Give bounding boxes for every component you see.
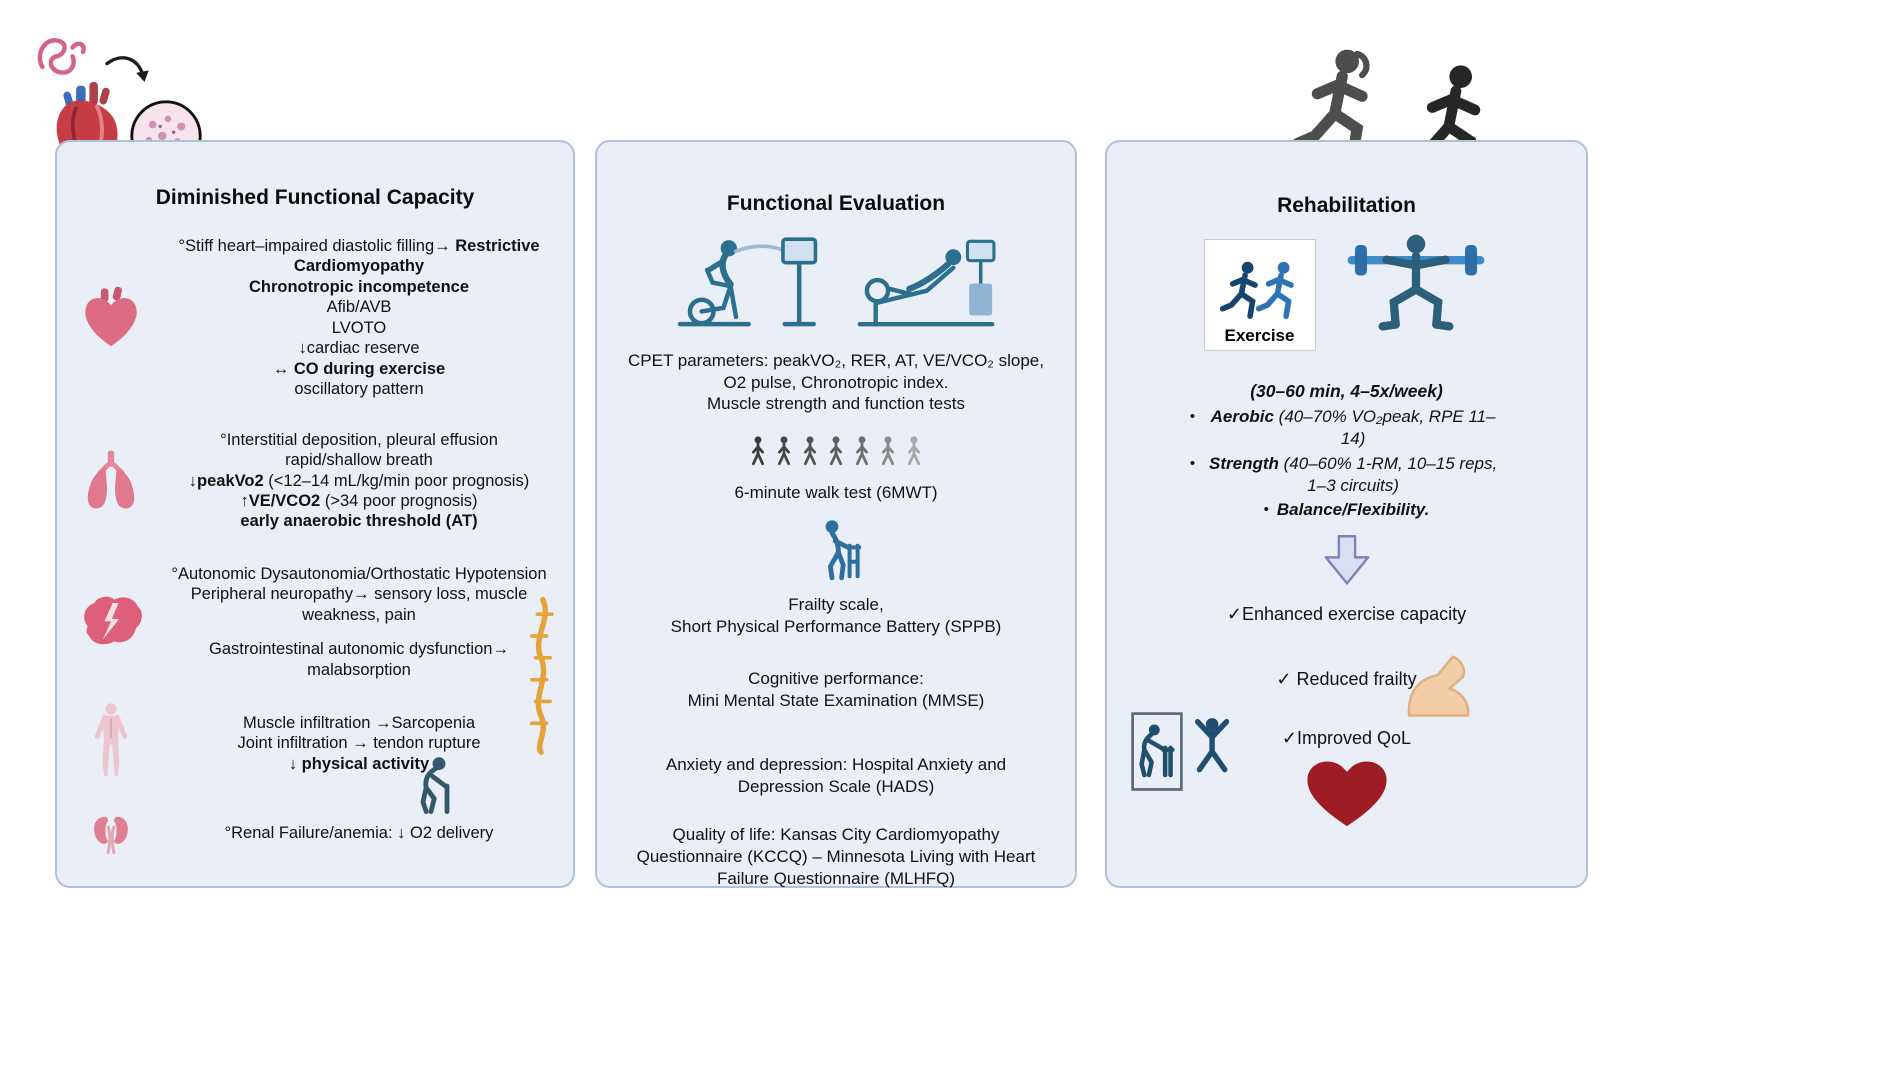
- benefit-reduced-frailty: ✓ Reduced frailty: [1276, 668, 1417, 689]
- text-line: °Interstitial deposition, pleural effusion: [220, 430, 498, 449]
- text-line: Gastrointestinal autonomic dysfunction→ malabsorption: [209, 640, 509, 679]
- kidneys-icon: [67, 811, 155, 857]
- musculoskeletal-section: [67, 702, 563, 785]
- text-line: ↓cardiac reserve: [298, 339, 420, 358]
- text-line: Joint infiltration → tendon rupture: [237, 734, 481, 753]
- text-line: °Renal Failure/anemia: ↓ O2 delivery: [224, 824, 494, 843]
- vevco2-bold: ↑VE/VCO2: [240, 491, 321, 510]
- cardiac-line1-bold: Restrictive Cardiomyopathy: [293, 237, 540, 276]
- cpet-recumbent-icon: [851, 236, 1001, 338]
- text-line: Mini Mental State Examination (MMSE): [687, 690, 985, 710]
- text-line: [155, 236, 563, 277]
- bullet-bold-text: Balance/Flexibility.: [1276, 500, 1430, 520]
- arm-muscle-icon: [1399, 650, 1483, 731]
- text-line: ↓ physical activity: [288, 754, 430, 773]
- walking-figure-icon: [748, 436, 768, 468]
- text-line: LVOTO: [331, 318, 387, 337]
- lungs-icon: [67, 449, 155, 513]
- walking-figure-icon: [904, 436, 924, 468]
- bullet-bold-text: Aerobic: [1210, 407, 1274, 427]
- exercise-label: Exercise: [1224, 325, 1295, 345]
- brain-icon: [67, 593, 155, 651]
- panel-title: Diminished Functional Capacity: [155, 186, 475, 209]
- text-line: Chronotropic incompetence: [248, 277, 470, 296]
- cpet-icons-row: [597, 232, 1075, 338]
- benefit-improved-qol: ✓Improved QoL: [1281, 727, 1412, 748]
- cardiac-line1-normal: °Stiff heart–impaired diastolic filling→: [178, 237, 456, 255]
- cpet-parameters-text: [618, 350, 1054, 414]
- text-line: oscillatory pattern: [294, 380, 424, 399]
- bullet-text: [1203, 406, 1503, 450]
- exercise-runners-icon: [1204, 239, 1316, 351]
- bullet-text: [1203, 453, 1503, 497]
- list-item-aerobic: [1107, 406, 1586, 450]
- cpet-bike-icon: [671, 232, 829, 338]
- bullet-rest-text: (40–70% VO₂peak, RPE 11–14): [1273, 407, 1496, 448]
- rehab-icons-row: [1107, 232, 1586, 357]
- text-line: Peripheral neuropathy→ sensory loss, muscle weakness, pain: [190, 585, 528, 624]
- panel-title: Functional Evaluation: [726, 192, 946, 215]
- exercise-dose-text: (30–60 min, 4–5x/week): [1250, 381, 1443, 402]
- heart-organ-icon: [67, 285, 155, 351]
- frailty-text: [597, 594, 1075, 638]
- bullet-marker: •: [1189, 454, 1196, 472]
- vevco2-normal: (>34 poor prognosis): [320, 491, 478, 510]
- walking-figure-icon: [852, 436, 872, 468]
- bullet-marker: •: [1189, 408, 1196, 426]
- text-line: [155, 491, 563, 511]
- text-line: Cognitive performance:: [748, 668, 924, 688]
- peakvo2-normal: (<12–14 mL/kg/min poor prognosis): [263, 471, 530, 490]
- text-line: Afib/AVB: [326, 298, 392, 317]
- panel-diminished-functional-capacity: [55, 140, 575, 888]
- bullet-text: [1277, 499, 1429, 521]
- walking-figure-icon: [878, 436, 898, 468]
- text-line: rapid/shallow breath: [285, 451, 433, 470]
- runner-pair: [1219, 259, 1301, 324]
- list-item-strength: [1107, 453, 1586, 497]
- panel-functional-evaluation: [595, 140, 1077, 888]
- down-arrow-icon: [1107, 533, 1586, 592]
- text-line: Muscle strength and function tests: [707, 393, 965, 413]
- walking-figure-icon: [800, 436, 820, 468]
- walker-person-icon: [597, 517, 1075, 586]
- walking-figure-icon: [774, 436, 794, 468]
- pulmonary-section: [67, 430, 563, 532]
- squat-barbell-icon: [1342, 232, 1490, 357]
- cane-person-icon: [407, 754, 463, 820]
- text-line: CPET parameters: peakVO₂, RER, AT, VE/VCO₂ slope, O2 pulse, Chronotropic index.: [627, 351, 1044, 392]
- text-line: Frailty scale,: [788, 594, 884, 614]
- bullet-rest-text: (40–60% 1-RM, 10–15 reps, 1–3 circuits): [1278, 453, 1498, 495]
- walking-figures-row: [597, 436, 1075, 468]
- renal-section: [67, 811, 563, 857]
- six-minute-walk-label: 6-minute walk test (6MWT): [734, 482, 938, 502]
- benefit-enhanced-capacity: ✓Enhanced exercise capacity: [1226, 603, 1467, 624]
- text-line: ↔ CO during exercise: [272, 359, 446, 378]
- bullet-bold-text: Strength: [1209, 453, 1279, 473]
- body-silhouette-icon: [67, 702, 155, 785]
- text-line: Short Physical Performance Battery (SPPB): [670, 616, 1002, 636]
- walking-figure-icon: [826, 436, 846, 468]
- quality-of-life-text: Quality of life: Kansas City Cardiomyopathy Questionnaire (KCCQ) – Minnesota Living with Heart Failure Questionnaire (MLHFQ): [636, 825, 1036, 889]
- text-line: [155, 471, 563, 491]
- cognitive-text: [597, 668, 1075, 712]
- panel-rehabilitation: [1105, 140, 1588, 888]
- frail-to-fit-icon: [1129, 710, 1241, 798]
- exercise-prescription-list: [1107, 406, 1586, 521]
- bullet-marker: •: [1263, 501, 1269, 519]
- peakvo2-bold: ↓peakVo2: [188, 471, 264, 490]
- anxiety-depression-text: Anxiety and depression: Hospital Anxiety and Depression Scale (HADS): [665, 755, 1007, 797]
- neuro-section: [67, 564, 563, 680]
- spine-icon: [521, 592, 561, 765]
- cardiac-section: [67, 236, 563, 400]
- list-item-balance: [1107, 499, 1586, 521]
- panel-title: Rehabilitation: [1277, 194, 1416, 217]
- text-line: Muscle infiltration →Sarcopenia: [242, 713, 476, 732]
- text-line: °Autonomic Dysautonomia/Orthostatic Hypotension: [171, 564, 547, 583]
- text-line: early anaerobic threshold (AT): [240, 512, 478, 531]
